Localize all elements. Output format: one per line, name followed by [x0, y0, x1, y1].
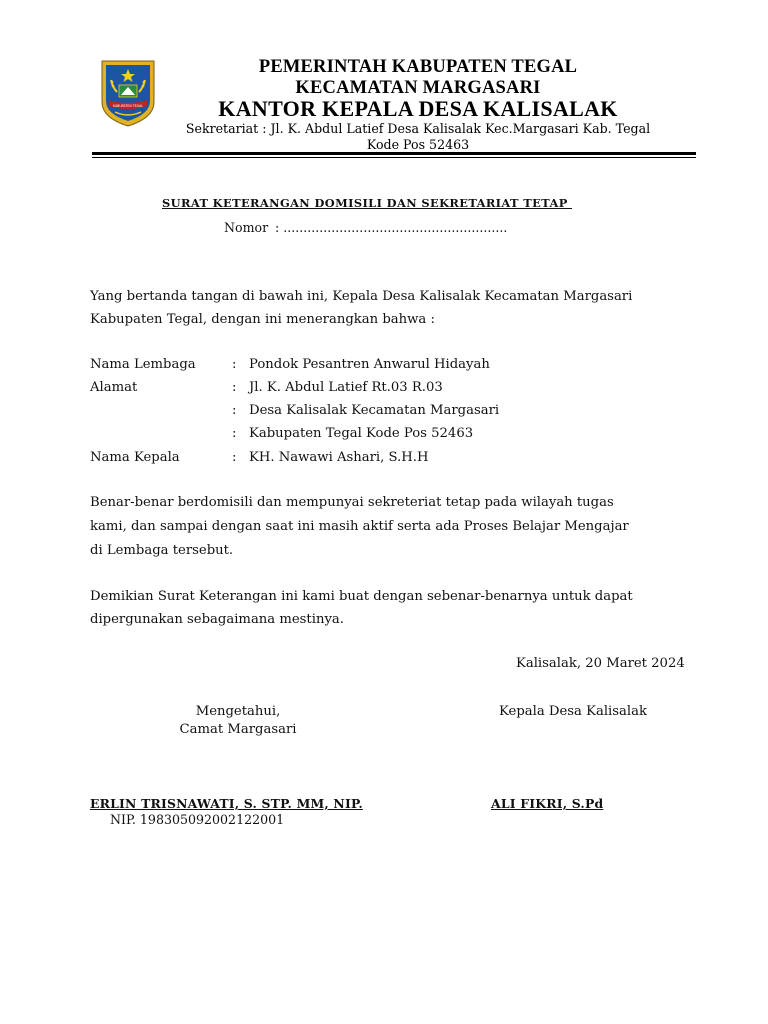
place-date: Kalisalak, 20 Maret 2024	[516, 656, 685, 671]
closing-line-1: Demikian Surat Keterangan ini kami buat dengan sebenar-benarnya untuk dapat	[90, 589, 633, 604]
letterhead-rule-thick	[92, 152, 696, 155]
body-line-3: di Lembaga tersebut.	[90, 543, 234, 558]
field-value-alamat-3: Kabupaten Tegal Kode Pos 52463	[249, 426, 474, 441]
signature-right-name: ALI FIKRI, S.Pd	[491, 796, 604, 811]
signature-left-roles	[150, 703, 326, 739]
field-label-nama-lembaga: Nama Lembaga	[90, 357, 196, 372]
intro-line-2: Kabupaten Tegal, dengan ini menerangkan bahwa :	[90, 312, 435, 327]
field-value-alamat-1: Jl. K. Abdul Latief Rt.03 R.03	[249, 380, 443, 395]
field-separator: :	[232, 450, 237, 465]
field-separator: :	[232, 403, 237, 418]
nomor-label: Nomor	[224, 220, 269, 235]
field-label-alamat: Alamat	[90, 380, 138, 395]
letterhead-district: KECAMATAN MARGASARI	[295, 78, 541, 98]
signature-left-role-2: Camat Margasari	[179, 722, 297, 737]
nomor-value: : ........................................................	[271, 220, 508, 235]
field-separator: :	[232, 426, 237, 441]
signature-left-nip: NIP. 198305092002122001	[110, 812, 285, 827]
letterhead-office: KANTOR KEPALA DESA KALISALAK	[218, 96, 618, 121]
letterhead-address: Sekretariat : Jl. K. Abdul Latief Desa Kalisalak Kec.Margasari Kab. Tegal	[185, 121, 651, 136]
logo-text: KABUPATEN TEGAL	[112, 104, 144, 108]
kabupaten-tegal-logo	[99, 58, 157, 128]
letterhead-government: PEMERINTAH KABUPATEN TEGAL	[258, 57, 578, 77]
field-separator: :	[232, 380, 237, 395]
body-line-2: kami, dan sampai dengan saat ini masih aktif serta ada Proses Belajar Mengajar	[90, 519, 629, 534]
signature-left-name: ERLIN TRISNAWATI, S. STP. MM, NIP.	[90, 796, 363, 811]
intro-line-1: Yang bertanda tangan di bawah ini, Kepala Desa Kalisalak Kecamatan Margasari	[90, 289, 633, 304]
body-line-1: Benar-benar berdomisili dan mempunyai sekreteriat tetap pada wilayah tugas	[90, 495, 614, 510]
closing-line-2: dipergunakan sebagaimana mestinya.	[90, 612, 344, 627]
field-value-alamat-2: Desa Kalisalak Kecamatan Margasari	[249, 403, 500, 418]
field-value-nama-kepala: KH. Nawawi Ashari, S.H.H	[249, 450, 429, 465]
field-separator: :	[232, 357, 237, 372]
signature-right-role: Kepala Desa Kalisalak	[499, 704, 647, 719]
letterhead-rule-thin	[92, 157, 696, 158]
field-value-nama-lembaga: Pondok Pesantren Anwarul Hidayah	[249, 357, 490, 372]
letter-title: SURAT KETERANGAN DOMISILI DAN SEKRETARIAT TETAP	[162, 196, 573, 210]
signature-left-role-1: Mengetahui,	[195, 704, 281, 719]
letterhead-postal: Kode Pos 52463	[366, 137, 470, 152]
field-label-nama-kepala: Nama Kepala	[90, 450, 180, 465]
